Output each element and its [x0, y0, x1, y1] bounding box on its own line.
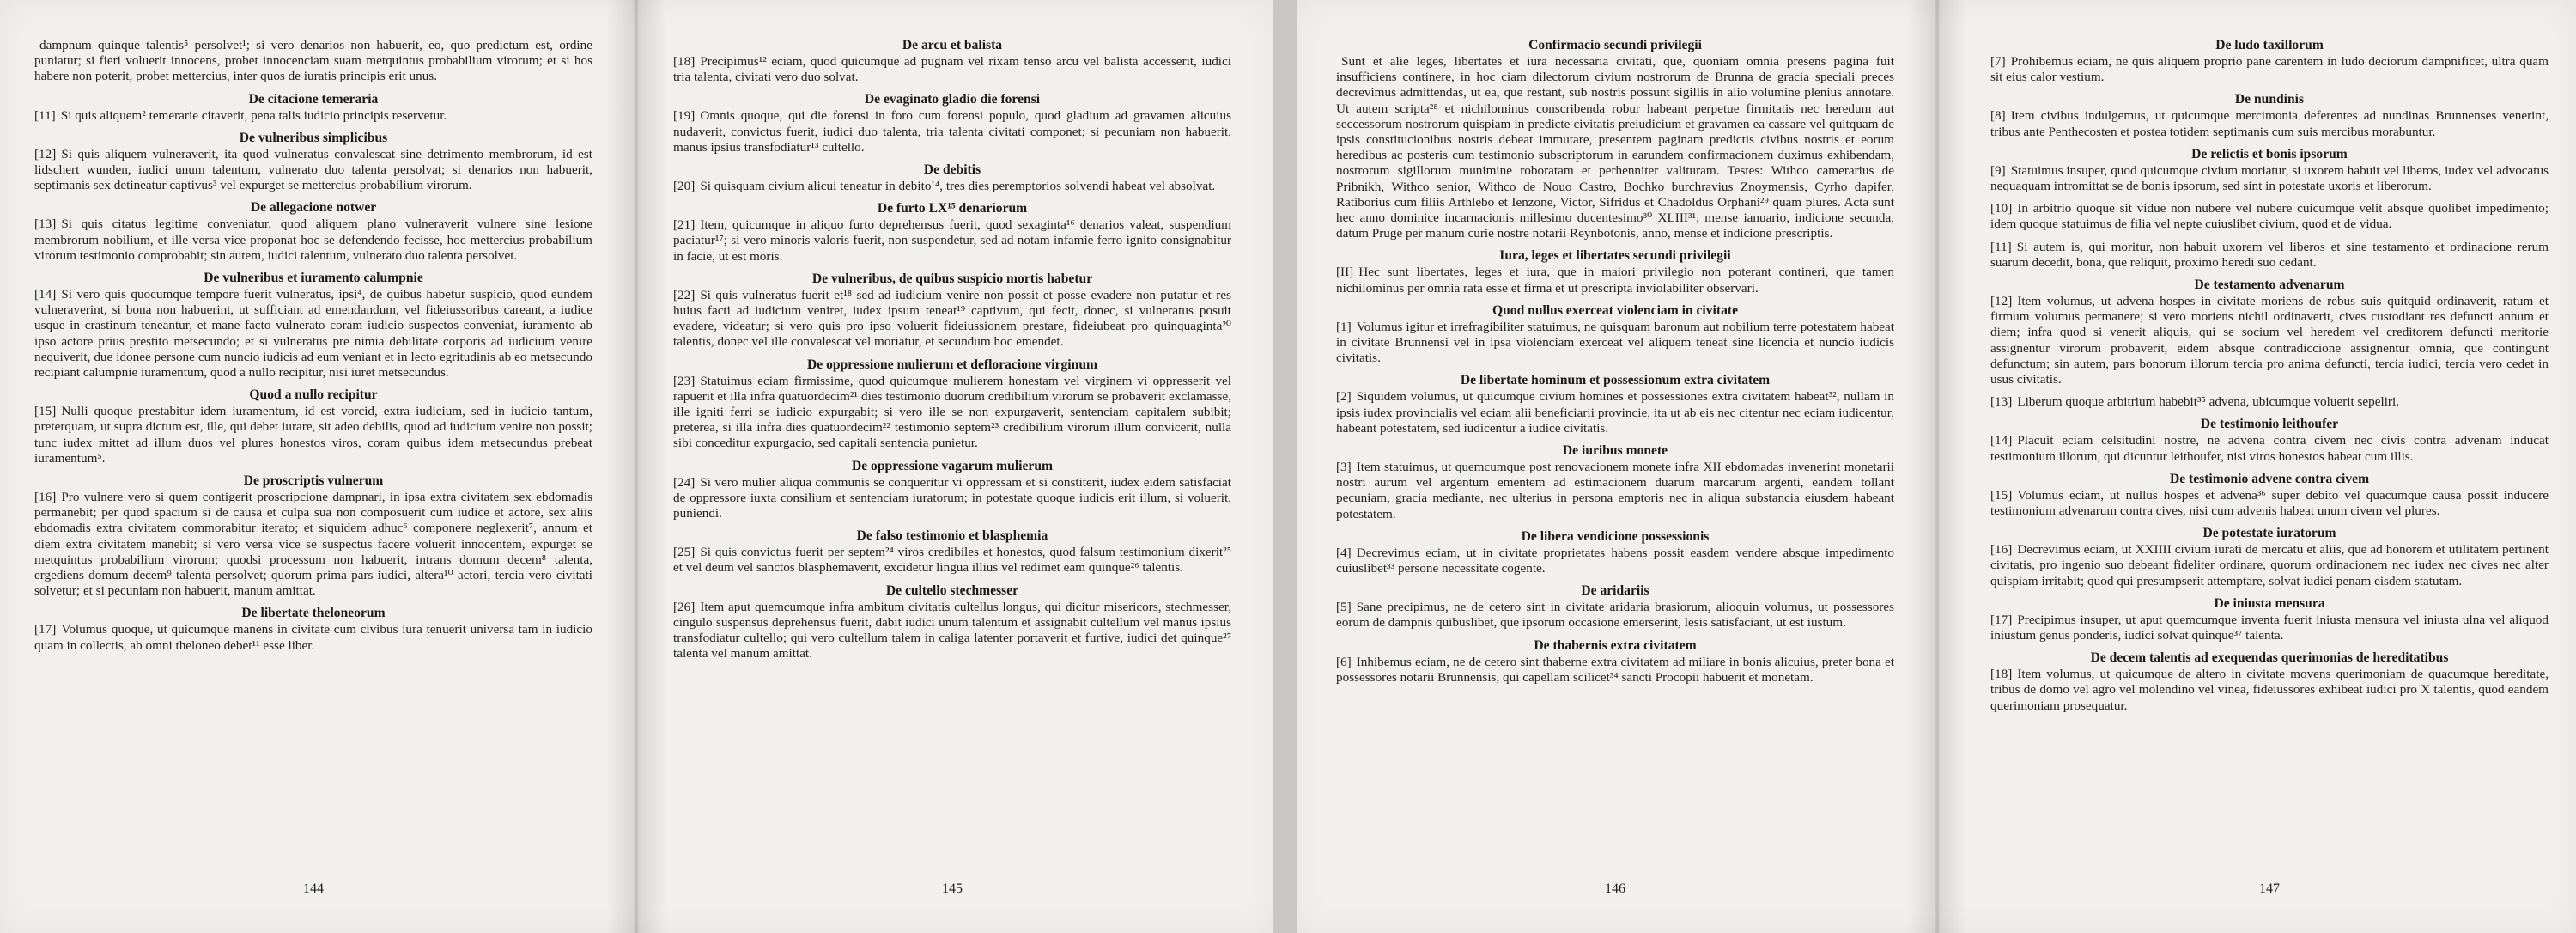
- entry: De vulneribus et iuramento calumpnie [14] Si vero quis quocumque tempore fuerit vulneratus, ipsi⁴, de quibus habetur suspicio, quod eundem vulneraverint, si bona non habuerint, ut sufficiant ad emendandum, vel fideiussoribus careant, a iudice usque in crastinum teneantur, et mane facto vulnerato coram iudicio suspectos conveniat, iuramento ab ipso actore prius prestito metsecundo; et si vulneratus pre nimia debilitate corporis ad iudicium venire nequiverit, due idonee persone cum nuncio iudicis ad eum veniant et in lecto egritudinis ab eo metsecundo recipiant calumpnie iuramentum, quod a nullo recipitur, nisi iuret metsecundus.: [34, 271, 592, 381]
- section-heading: De ludo taxillorum: [2215, 38, 2324, 52]
- section-heading: Quod a nullo recipitur: [249, 387, 378, 403]
- entry: De vulneribus simplicibus [12] Si quis aliquem vulneraverit, ita quod vulneratus convalescat sine detrimento membrorum, id est lidschert wunden, iudici unum talentum, vulnerato duo talenta persolvat; si denarios non habuerit, septimanis sex detineatur captivus³ vel expurget se mettercius probabilium virorum.: [34, 130, 592, 193]
- entry: [13] Liberum quoque arbitrium habebit³⁵ advena, ubicumque voluerit sepeliri.: [1990, 394, 2399, 410]
- entry: De arcu et balista [18] Precipimus¹² eciam, quod quicumque ad pugnam vel rixam tenso arcu vel balista accesserit, iudici tria talenta, civitati vero duo solvat.: [673, 38, 1231, 85]
- section-heading: De aridariis: [1581, 583, 1649, 599]
- book-gutter: [1907, 0, 1967, 933]
- entry: Quod nullus exerceat violenciam in civitate [1] Volumus igitur et irrefragibiliter statuimus, ne quisquam baronum aut nobilium terre potestatem habeat in civitate Brunnensi vel in ipsa violenciam exerceat vel aliquem teneat sine licencia et nuncio iudicis civitatis.: [1336, 302, 1894, 366]
- entry: De debitis [20] Si quisquam civium alicui teneatur in debito¹⁴, tres dies peremptorios solvendi habeat vel absolvat.: [673, 162, 1231, 194]
- entry: De furto LX¹⁵ denariorum [21] Item, quicumque in aliquo furto deprehensus fuerit, quod sexaginta¹⁶ denarios valeat, suspendium paciatur¹⁷; si vero minoris valoris fuerit, non suspendetur, sed ad notam infamie ferro ignito consignabitur in facie, ut est moris.: [673, 201, 1231, 264]
- page-number: 144: [303, 881, 324, 896]
- entry: De nundinis [8] Item civibus indulgemus, ut quicumque mercimonia deferentes ad nundinas Brunnenses venerint, tribus ante Penthecosten et postea totidem septimanis cum suis mercibus morabuntur.: [1990, 92, 2549, 139]
- section-heading: De libera vendicione possessionis: [1521, 528, 1710, 544]
- page-number: 145: [942, 881, 963, 896]
- book-gutter: [606, 0, 666, 933]
- section-heading: De nundinis: [2234, 92, 2305, 107]
- section-heading: De arcu et balista: [902, 38, 1003, 52]
- section-heading: De debitis: [923, 162, 981, 178]
- section-heading: De iuribus monete: [1562, 443, 1668, 459]
- entry: De ludo taxillorum [7] Prohibemus eciam, ne quis aliquem proprio pane carentem in ludo deciorum dampnificet, ultra quam sit eius calor vestium.: [1990, 38, 2549, 85]
- entry: De citacione temeraria [11] Si quis aliquem² temerarie citaverit, pena talis iudicio principis reservetur.: [34, 92, 592, 124]
- section-heading: Confirmacio secundi privilegii: [1528, 38, 1702, 52]
- entry: De cultello stechmesser [26] Item aput quemcumque infra ambitum civitatis cultellus longus, qui dicitur misericors, stechmesser, cingulo suspensus deprehensus fuerit, dabit iudici unum talentum et assignabit cultellum vel manus ipsius transfodiatur cultello; qui vero cultellum talem in caliga latenter portaverit et furtive, iudici det quinque²⁷ talenta vel manum amittat.: [673, 582, 1231, 662]
- section-heading: De testimonio advene contra civem: [2169, 471, 2370, 486]
- section-heading: De testimonio leithoufer: [2200, 417, 2339, 432]
- section-heading: De proscriptis vulnerum: [243, 473, 384, 489]
- page-text: [1336, 38, 1894, 837]
- section-heading: De potestate iuratorum: [2202, 526, 2336, 541]
- spread-separator: [1273, 0, 1297, 933]
- section-heading: De thabernis extra civitatem: [1534, 637, 1697, 653]
- entry: De falso testimonio et blasphemia [25] Si quis convictus fuerit per septem²⁴ viros credibiles et honestos, quod falsum testimonium dixerit²⁵ et vel deum vel sanctos blasphemaverit, excidetur lingua illius vel redimet eam quinque²⁶ talentis.: [673, 528, 1231, 576]
- page-146: [1336, 38, 1894, 897]
- entry: De evaginato gladio die forensi [19] Omnis quoque, qui die forensi in foro cum forensi populo, quod gladium ad gravamen alicuius nudaverit, convictus fuerit, iudici duo talenta, tria talenta civitati componet; si pecuniam non habuerit, manus ipsius transfodiatur¹³ cultello.: [673, 92, 1231, 155]
- entry: De testimonio leithoufer [14] Placuit eciam celsitudini nostre, ne advena contra civem nec civis contra advenam inducat testimonium illorum, qui dicuntur leithoufer, nisi viros honestos habeat cum illis.: [1990, 417, 2549, 464]
- page-text: [673, 38, 1231, 837]
- entry: De iuribus monete [3] Item statuimus, ut quemcumque post renovacionem monete infra XII ebdomadas invenerint monetarii nostri aurum vel argentum ementem ad estimacionem duarum marcarum argenti, eandem tollant pecuniam, gracia mediante, nec ulterius in persona emptoris nec in aliqua substancia eiusdem habeant potestatem.: [1336, 443, 1894, 521]
- page-text: [34, 38, 592, 837]
- entry: De allegacione notwer [13] Si quis citatus legitime conveniatur, quod aliquem plano vulneraverit vulnere sine lesione membrorum nobilium, et ille versa vice proponat hoc se defendendo fecisse, hoc mettercius probabilium virorum testimonio comprobabit; sin autem, iudici talentum, vulnerato duo talenta persolvet.: [34, 200, 592, 263]
- entry: De proscriptis vulnerum [16] Pro vulnere vero si quem contigerit proscripcione dampnari, in ipsa extra civitatem sex ebdomadis permanebit; per quod spacium si de causa et culpa sua non composuerit cum iudice et actore, sex aliis ebdomadis extra civitatem commorabitur iterato; et siquidem adhuc⁶ componere neglexerit⁷, annum et diem extra civitatem manebit; si vero versa vice se suspectus facere voluerit innocentem, expurget se metquintus probabilium virorum; quodsi processum non habuerit, intrans domum decem⁸ talenta, ergediens domum decem⁹ talenta persolvet; quorum prima pars iudici, altera¹⁰ actori, tercia vero civitati solvetur; et si pecuniam non habuerit, manum amittat.: [34, 473, 592, 599]
- section-heading: De allegacione notwer: [250, 200, 377, 216]
- entry: De testimonio advene contra civem [15] Volumus eciam, ut nullus hospes et advena³⁶ super debito vel quacumque causa possit inducere testimonium advenarum contra cives, nisi cum advenis habeat unum civem vel plures.: [1990, 471, 2549, 519]
- section-heading: De decem talentis ad exequendas querimonias de hereditatibus: [2090, 650, 2449, 666]
- entry: De vulneribus, de quibus suspicio mortis habetur [22] Si quis vulneratus fuerit et¹⁸ sed ad iudicium venire non possit et posse evadere non putatur et res huius facti ad iudicium veniret, iudex ipsum teneat¹⁹ captivum, qui fecit, donec, si vulneratus posuit evadere, videatur; si vero quis pro ipso voluerit fideiussionem prestare, fideiubeat pro quinquaginta²⁰ talentis, donec vel ille convalescat vel moriatur, et secundum hoc emendet.: [673, 271, 1231, 350]
- section-heading: De vulneribus, de quibus suspicio mortis habetur: [811, 271, 1093, 286]
- entry: De iniusta mensura [17] Precipimus insuper, ut aput quemcumque inventa fuerit iniusta mensura vel iniusta ulna vel aliquod iniustum genus ponderis, iudici solvat quinque³⁷ talenta.: [1990, 595, 2549, 643]
- page-number: 146: [1605, 881, 1625, 896]
- page-144: [34, 38, 592, 897]
- entry: De libertate hominum et possessionum extra civitatem [2] Siquidem volumus, ut quicumque civium homines et possessiones extra civitatem habeat³², nullam in ipsis iudex provincialis vel eciam alii beneficiarii provincie, ita ut ab eis nec citentur nec eciam iudicentur, habeant potestatem, sed iudicentur a iudice civitatis.: [1336, 373, 1894, 436]
- section-heading: De testamento advenarum: [2194, 277, 2345, 293]
- section-heading: De falso testimonio et blasphemia: [856, 528, 1048, 544]
- entry: De decem talentis ad exequendas querimonias de hereditatibus [18] Item volumus, ut quicumque de altero in civitate movens querimoniam de quacumque hereditate, tribus de domo vel agro vel molendino vel vinea, fideiussores exhibeat iudici pro X talentis, quod eandem querimoniam prosequatur.: [1990, 650, 2549, 713]
- section-heading: De iniusta mensura: [2214, 595, 2325, 611]
- entry: De libertate theloneorum [17] Volumus quoque, ut quicumque manens in civitate cum civibus iura tenuerit universa tam in iudicio quam in collectis, ab omni theloneo debet¹¹ esse liber.: [34, 606, 592, 653]
- section-heading: De evaginato gladio die forensi: [864, 92, 1041, 107]
- section-heading: De oppressione vagarum mulierum: [851, 458, 1054, 473]
- section-heading: De vulneribus et iuramento calumpnie: [204, 271, 423, 286]
- entry: De oppressione vagarum mulierum [24] Si vero mulier aliqua communis se conqueritur vi oppressam et si constiterit, iudex eidem satisfaciat de oppressore iuxta consilium et sentenciam iuratorum; in potestate quoque iudicis erit illum, si voluerit, puniendi.: [673, 458, 1231, 521]
- section-heading: De vulneribus simplicibus: [239, 130, 388, 145]
- entry: De potestate iuratorum [16] Decrevimus eciam, ut XXIIII civium iurati de mercatu et aliis, que ad honorem et utilitatem pertinent civitatis, pro ingenio suo debeant fideliter ordinare, quorum ordinacionem nec iudex nec cives nec alter quispiam irritabit; quod qui presumpserit attemptare, solvat iudici penam eisdem statutam.: [1990, 526, 2549, 588]
- entry: [10] In arbitrio quoque sit vidue non nubere vel nubere cuicumque velit absque quolibet impedimento; idem quoque statuimus de filia vel nepte cuiuslibet civium, quod et de vidua.: [1990, 201, 2549, 232]
- section-heading: De oppressione mulierum et defloracione virginum: [807, 357, 1097, 372]
- page-text: [1990, 38, 2549, 837]
- page-number: 147: [2259, 881, 2280, 896]
- section-heading: De cultello stechmesser: [885, 582, 1019, 598]
- section-heading: De libertate theloneorum: [241, 606, 386, 621]
- section-heading: De citacione temeraria: [248, 91, 379, 107]
- entry: Confirmacio secundi privilegii Sunt et alie leges, libertates et iura necessaria civitati, que, quoniam omnia presens pagina fuit insufficiens continere, in hoc ciam dilectorum civium nostrorum de Brunna de gracia speciali preces decrevimus admittendas, ut ea, que restant, sub nostris possunt sigillis in alio volumine plenius annotare. Ut autem scripta²⁸ et nichilominus conscribenda robur habeant perpetue firmitatis nec heredum aut seccessorum nostrorum quispiam in predicte civitatis preiudicium et gravamen ea cassare vel quitquam de ipsis constitucionibus nostris debeat immutare, presentem paginam predictis civibus nostris et eorum heredibus ac posteris cum testimonio subscriptorum in earundem confirmacionem duximus exhibendam, nostrorum sigillorum munimine roboratam et perhenniter valituram. Testes: Withco camerarius de Pribnikh, Withco senior, Withco de Nouo Castro, Bochko burchravius Znoymensis, Cyrho dapifer, Ratiborius cum filiis Arthlebo et Ienzone, Victor, Sifridus et Chadoldus Orphani²⁹ quam plures. Acta sunt hec anno dominice incarnacionis millesimo ducentesimo³⁰ XLIII³¹, mense ianuario, indicione secunda, datum Pruge per manum curie nostre notarii Reynbotonis, anno, mense et indicione prescriptis.: [1336, 38, 1894, 241]
- entry: De thabernis extra civitatem [6] Inhibemus eciam, ne de cetero sint thaberne extra civitatem ad miliare in bonis alicuius, preter bona et possessores notarii Brunnensis, qui capellam scilicet³⁴ sancti Procopii habuerit et monetam.: [1336, 637, 1894, 685]
- section-heading: De libertate hominum et possessionum extra civitatem: [1460, 373, 1771, 388]
- section-heading: De relictis et bonis ipsorum: [2191, 146, 2348, 162]
- entry: De testamento advenarum [12] Item volumus, ut advena hospes in civitate moriens de rebus suis quitquid ordinaverit, ratum et firmum volumus permanere; si vero moriens nichil ordinaverit, cives custodiant res defuncti annum et diem; infra quod si venerit aliquis, qui se socium vel heredem vel creditorem defuncti meritorie assignentur virorum probaverit, eidem absque contradiccione assignentur omnia, que contingunt defunctum; sin autem, pars bonorum illorum tercia pro anima defuncti, tercia iudici, tercia vero cedet in usus civitatis.: [1990, 277, 2549, 387]
- entry: De oppressione mulierum et defloracione virginum [23] Statuimus eciam firmissime, quod quicumque mulierem honestam vel virginem vi oppresserit vel rapuerit et illa infra quatuordecim²¹ dies testimonio duorum credibilium virorum se probaverit exclamasse, ille igniti ferri se iudicio expurgabit; si vero ille se non expurgaverit, sentenciam capitalem subibit; preterea, si illa infra dies quatuordecim²² testimonio septem²³ credibilium virorum illum convicerit, nulla sibi conceditur expurgacio, sed capitali sentencia punietur.: [673, 357, 1231, 451]
- section-heading: Iura, leges et libertates secundi privilegii: [1499, 248, 1731, 264]
- page-145: [673, 38, 1231, 897]
- entry: Quod a nullo recipitur [15] Nulli quoque prestabitur idem iuramentum, id est vorcid, extra iudicium, sed in iudicio tantum, preterquam, ut supra dictum est, ille, qui debet iurare, sit adeo debilis, quod ad iudicium venire non possit; tunc iudex mittet ad illum duos vel plures honestos viros, coram quibus idem metsecundus prebeat iuramentum⁵.: [34, 387, 592, 466]
- section-heading: De furto LX¹⁵ denariorum: [877, 201, 1028, 216]
- section-heading: Quod nullus exerceat violenciam in civitate: [1492, 302, 1738, 318]
- entry: De relictis et bonis ipsorum [9] Statuimus insuper, quod quicumque civium moriatur, si uxorem habuit vel liberos, iudex vel advocatus nequaquam intromittat se de bonis ipsorum, sed sint in potestate uxoris et liberorum.: [1990, 146, 2549, 194]
- entry: De libera vendicione possessionis [4] Decrevimus eciam, ut in civitate proprietates habens possit easdem vendere absque impedimento cuiuslibet³³ persone necessitate cogente.: [1336, 528, 1894, 576]
- entry: [11] Si autem is, qui moritur, non habuit uxorem vel liberos et sine testamento et ordinacione rerum suarum decedit, bona, que reliquit, proximo heredi suo cedant.: [1990, 239, 2549, 270]
- entry: Iura, leges et libertates secundi privilegii [II] Hec sunt libertates, leges et iura, que in maiori privilegio non poterant contineri, que tamen nichilominus per omnia rata esse et firma et ut prescripta inviolabiliter observari.: [1336, 248, 1894, 296]
- page-147: [1990, 38, 2549, 897]
- entry: De aridariis [5] Sane precipimus, ne de cetero sint in civitate aridaria brasiorum, alioquin volumus, ut possessores eorum de dampnis quibuslibet, que ipsorum occasione emerserint, lesis satisfaciant, ut est iustum.: [1336, 583, 1894, 631]
- entry: dampnum quinque talentis⁵ persolvet¹; si vero denarios non habuerit, eo, quo predictum est, ordine puniatur; si fieri voluerit innocens, probet innocenciam suam metquintus probabilium virorum; et si hos habere non poterit, probet mettercius, inter quos de iuratis principis erit unus.: [34, 38, 592, 84]
